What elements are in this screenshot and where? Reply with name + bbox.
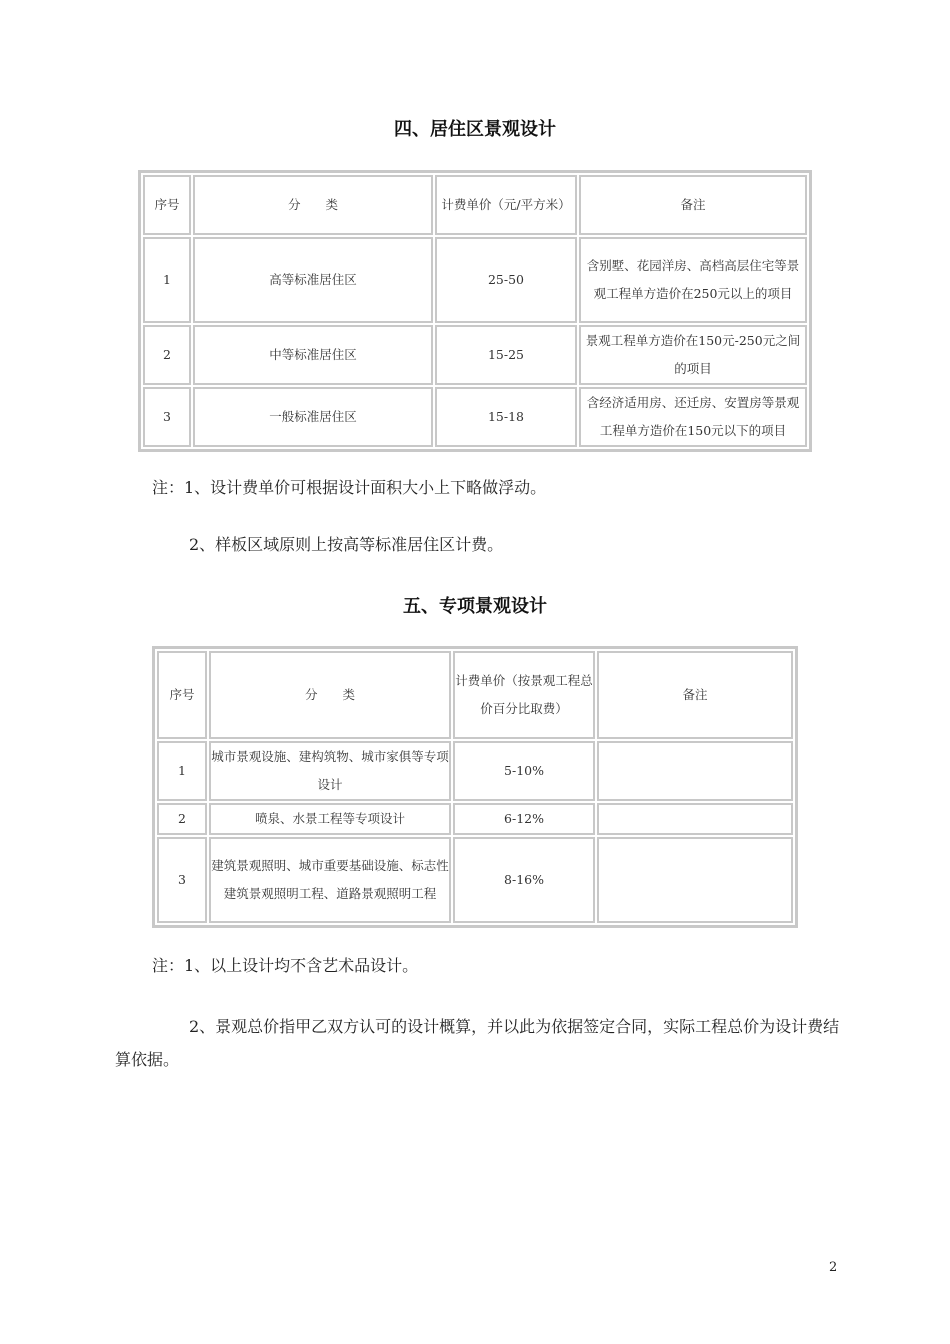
page-number: 2 — [829, 1260, 838, 1275]
section4-title: 四、居住区景观设计 — [394, 119, 556, 140]
section4-note-2: 2、样板区域原则上按高等标准居住区计费。 — [189, 535, 504, 554]
cell-no: 2 — [143, 325, 191, 385]
cell-remark: 景观工程单方造价在150元-250元之间的项目 — [579, 325, 807, 385]
cell-price: 15-18 — [435, 387, 577, 447]
table-row — [157, 741, 793, 801]
special-fee-table — [152, 646, 798, 928]
cell-no: 2 — [157, 803, 207, 835]
col-header-category: 分 类 — [193, 175, 433, 235]
table-row — [157, 803, 793, 835]
cell-no: 3 — [143, 387, 191, 447]
cell-remark: 含别墅、花园洋房、高档高层住宅等景观工程单方造价在250元以上的项目 — [579, 237, 807, 323]
section5-note-1: 注：1、以上设计均不含艺术品设计。 — [152, 956, 419, 975]
section5-note-2: 2、景观总价指甲乙双方认可的设计概算，并以此为依据签定合同，实际工程总价为设计费结算依据。 — [115, 1017, 840, 1069]
col-header-price: 计费单价（元/平方米） — [435, 175, 577, 235]
cell-category: 城市景观设施、建构筑物、城市家俱等专项设计 — [209, 741, 451, 801]
section4-note-1: 注：1、设计费单价可根据设计面积大小上下略做浮动。 — [152, 478, 547, 497]
cell-price: 15-25 — [435, 325, 577, 385]
cell-price: 6-12% — [453, 803, 595, 835]
table-row — [143, 387, 807, 447]
cell-no: 3 — [157, 837, 207, 923]
cell-category: 一般标准居住区 — [193, 387, 433, 447]
cell-price: 5-10% — [453, 741, 595, 801]
col-header-price: 计费单价（按景观工程总价百分比取费） — [453, 651, 595, 739]
cell-no: 1 — [157, 741, 207, 801]
cell-category: 喷泉、水景工程等专项设计 — [209, 803, 451, 835]
table-row — [143, 237, 807, 323]
col-header-no: 序号 — [143, 175, 191, 235]
cell-price: 25-50 — [435, 237, 577, 323]
cell-remark — [597, 837, 793, 923]
cell-price: 8-16% — [453, 837, 595, 923]
section5-title: 五、专项景观设计 — [403, 596, 547, 617]
col-header-remark: 备注 — [579, 175, 807, 235]
cell-remark — [597, 741, 793, 801]
table-header-row — [157, 651, 793, 739]
cell-remark — [597, 803, 793, 835]
col-header-category: 分 类 — [209, 651, 451, 739]
table-row — [143, 325, 807, 385]
cell-remark: 含经济适用房、还迁房、安置房等景观工程单方造价在150元以下的项目 — [579, 387, 807, 447]
col-header-no: 序号 — [157, 651, 207, 739]
cell-no: 1 — [143, 237, 191, 323]
cell-category: 高等标准居住区 — [193, 237, 433, 323]
cell-category: 中等标准居住区 — [193, 325, 433, 385]
cell-category: 建筑景观照明、城市重要基础设施、标志性建筑景观照明工程、道路景观照明工程 — [209, 837, 451, 923]
col-header-remark: 备注 — [597, 651, 793, 739]
residential-fee-table — [138, 170, 812, 452]
table-row — [157, 837, 793, 923]
table-header-row — [143, 175, 807, 235]
